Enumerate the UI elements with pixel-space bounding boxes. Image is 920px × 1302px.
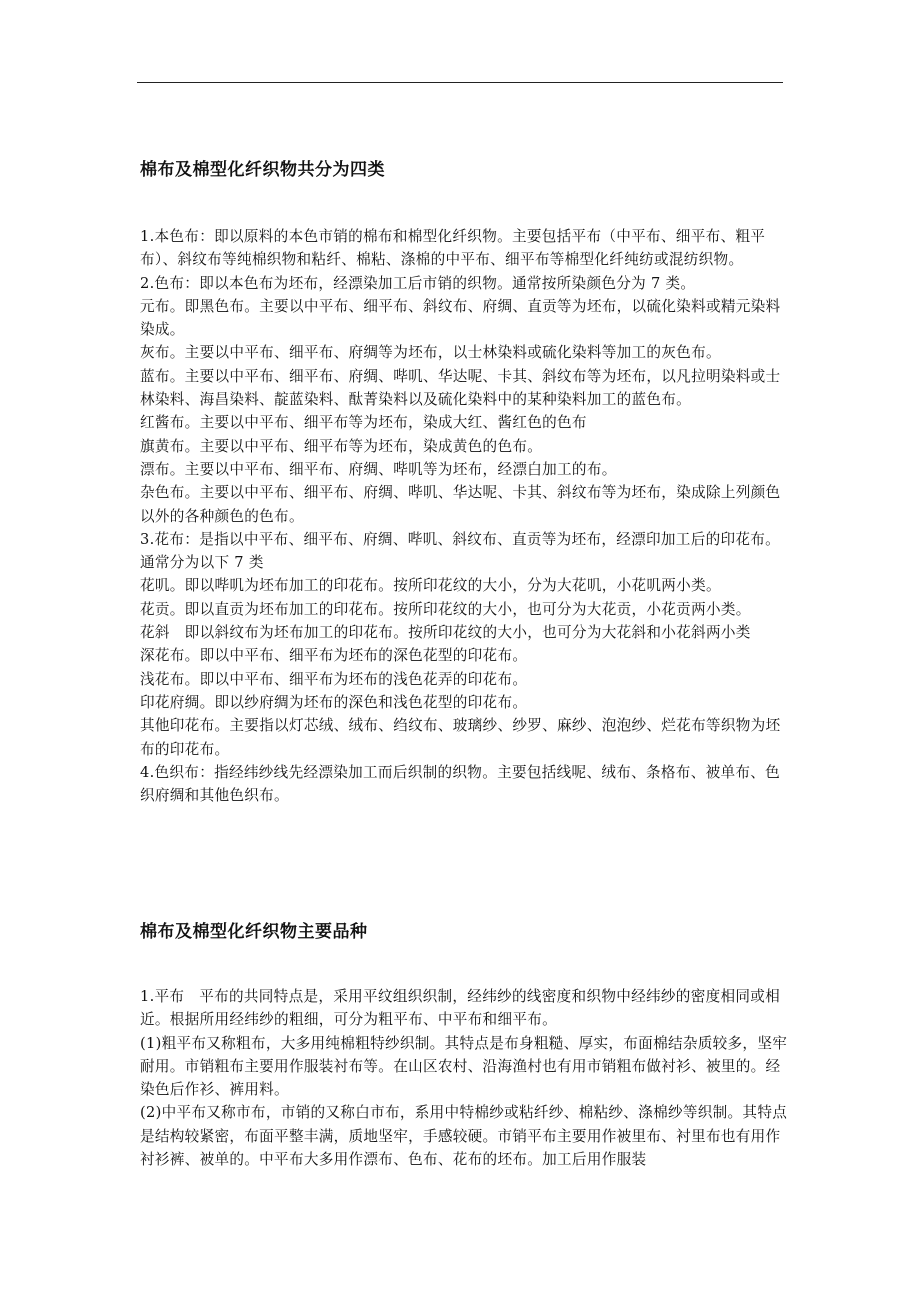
paragraph-mixed-color-cloth: 杂色布。主要以中平布、细平布、府绸、哔叽、华达呢、卡其、斜纹布等为坯布，染成除上列颜色以外的各种颜色的色布。 <box>140 484 781 525</box>
paragraph-other-prints: 其他印花布。主要指以灯芯绒、绒布、绉纹布、玻璃纱、纱罗、麻纱、泡泡纱、烂花布等织物为坯布的印花布。 <box>140 717 781 758</box>
paragraph-printed-poplin: 印花府绸。即以纱府绸为坯布的深色和浅色花型的印花布。 <box>140 693 528 711</box>
paragraph-dyed-cloth: 2.色布：即以本色布为坯布，经漂染加工后市销的织物。通常按所染颜色分为 7 类。 <box>140 274 696 292</box>
paragraph-undyed-cloth: 1.本色布：即以原料的本色市销的棉布和棉型化纤织物。主要包括平布（中平布、细平布、粗平布）、斜纹布等纯棉织物和粘纤、棉粘、涤棉的中平布、细平布等棉型化纤纯纺或混纺织物。 <box>140 228 766 269</box>
paragraph-yellow-cloth: 旗黄布。主要以中平布、细平布等为坯布，染成黄色的色布。 <box>140 437 543 455</box>
section-heading-main-varieties: 棉布及棉型化纤织物主要品种 <box>140 922 368 942</box>
paragraph-printed-cloth: 3.花布：是指以中平布、细平布、府绸、哔叽、斜纹布、直贡等为坯布，经漂印加工后的印花布。通常分为以下 7 类 <box>140 530 781 572</box>
header-rule <box>137 82 783 83</box>
paragraph-blue-cloth: 蓝布。主要以中平布、细平布、府绸、哔叽、华达呢、卡其、斜纹布等为坯布，以凡拉明染料或士林染料、海昌染料、靛蓝染料、酞菁染料以及硫化染料中的某种染料加工的蓝色布。 <box>140 367 781 409</box>
paragraph-medium-plain-cloth: (2)中平布又称市布，市销的又称白市布，系用中特棉纱或粘纤纱、棉粘纱、涤棉纱等织制。其特点是结构较紧密，布面平整丰满，质地坚牢，手感较硬。市销平布主要用作被里布、衬里布也有用作衬衫裤、被单的。中平布大多用作漂布、色布、花布的坯布。加工后用作服装 <box>140 1104 788 1169</box>
paragraph-coarse-plain-cloth: (1)粗平布又称粗布，大多用纯棉粗特纱织制。其特点是布身粗糙、厚实，布面棉结杂质较多，坚牢耐用。市销粗布主要用作服装衬布等。在山区农村、沿海渔村也有用市销粗布做衬衫、被里的。经染色后作衫、裤用料。 <box>140 1034 788 1099</box>
paragraph-yarn-dyed-cloth: 4.色织布：指经纬纱线先经漂染加工而后织制的织物。主要包括线呢、绒布、条格布、被单布、色织府绸和其他色织布。 <box>140 763 781 805</box>
section-body-main-varieties <box>140 985 788 1171</box>
paragraph-printed-serge: 花叽。即以哔叽为坯布加工的印花布。按所印花纹的大小，分为大花叽，小花叽两小类。 <box>140 577 721 595</box>
paragraph-light-print: 浅花布。即以中平布、细平布为坯布的浅色花弄的印花布。 <box>140 670 528 688</box>
paragraph-bleached-cloth: 漂布。主要以中平布、细平布、府绸、哔叽等为坯布，经漂白加工的布。 <box>140 460 617 478</box>
section-heading-four-categories: 棉布及棉型化纤织物共分为四类 <box>140 160 385 180</box>
paragraph-plain-cloth: 1.平布 平布的共同特点是，采用平纹组织织制，经纬纱的线密度和织物中经纬纱的密度相同或相近。根据所用经纬纱的粗细，可分为粗平布、中平布和细平布。 <box>140 988 781 1029</box>
paragraph-grey-cloth: 灰布。主要以中平布、细平布、府绸等为坯布，以士林染料或硫化染料等加工的灰色布。 <box>140 344 721 362</box>
paragraph-red-cloth: 红酱布。主要以中平布、细平布等为坯布，染成大红、酱红色的色布 <box>140 414 587 432</box>
paragraph-printed-sateen: 花贡。即以直贡为坯布加工的印花布。按所印花纹的大小，也可分为大花贡，小花贡两小类。 <box>140 600 751 618</box>
section-body-four-categories <box>140 225 788 807</box>
paragraph-dark-print: 深花布。即以中平布、细平布为坯布的深色花型的印花布。 <box>140 647 528 665</box>
paragraph-black-cloth: 元布。即黑色布。主要以中平布、细平布、斜纹布、府绸、直贡等为坯布，以硫化染料或精元染料染成。 <box>140 297 781 339</box>
paragraph-printed-twill: 花斜 即以斜纹布为坯布加工的印花布。按所印花纹的大小，也可分为大花斜和小花斜两小类 <box>140 624 751 642</box>
